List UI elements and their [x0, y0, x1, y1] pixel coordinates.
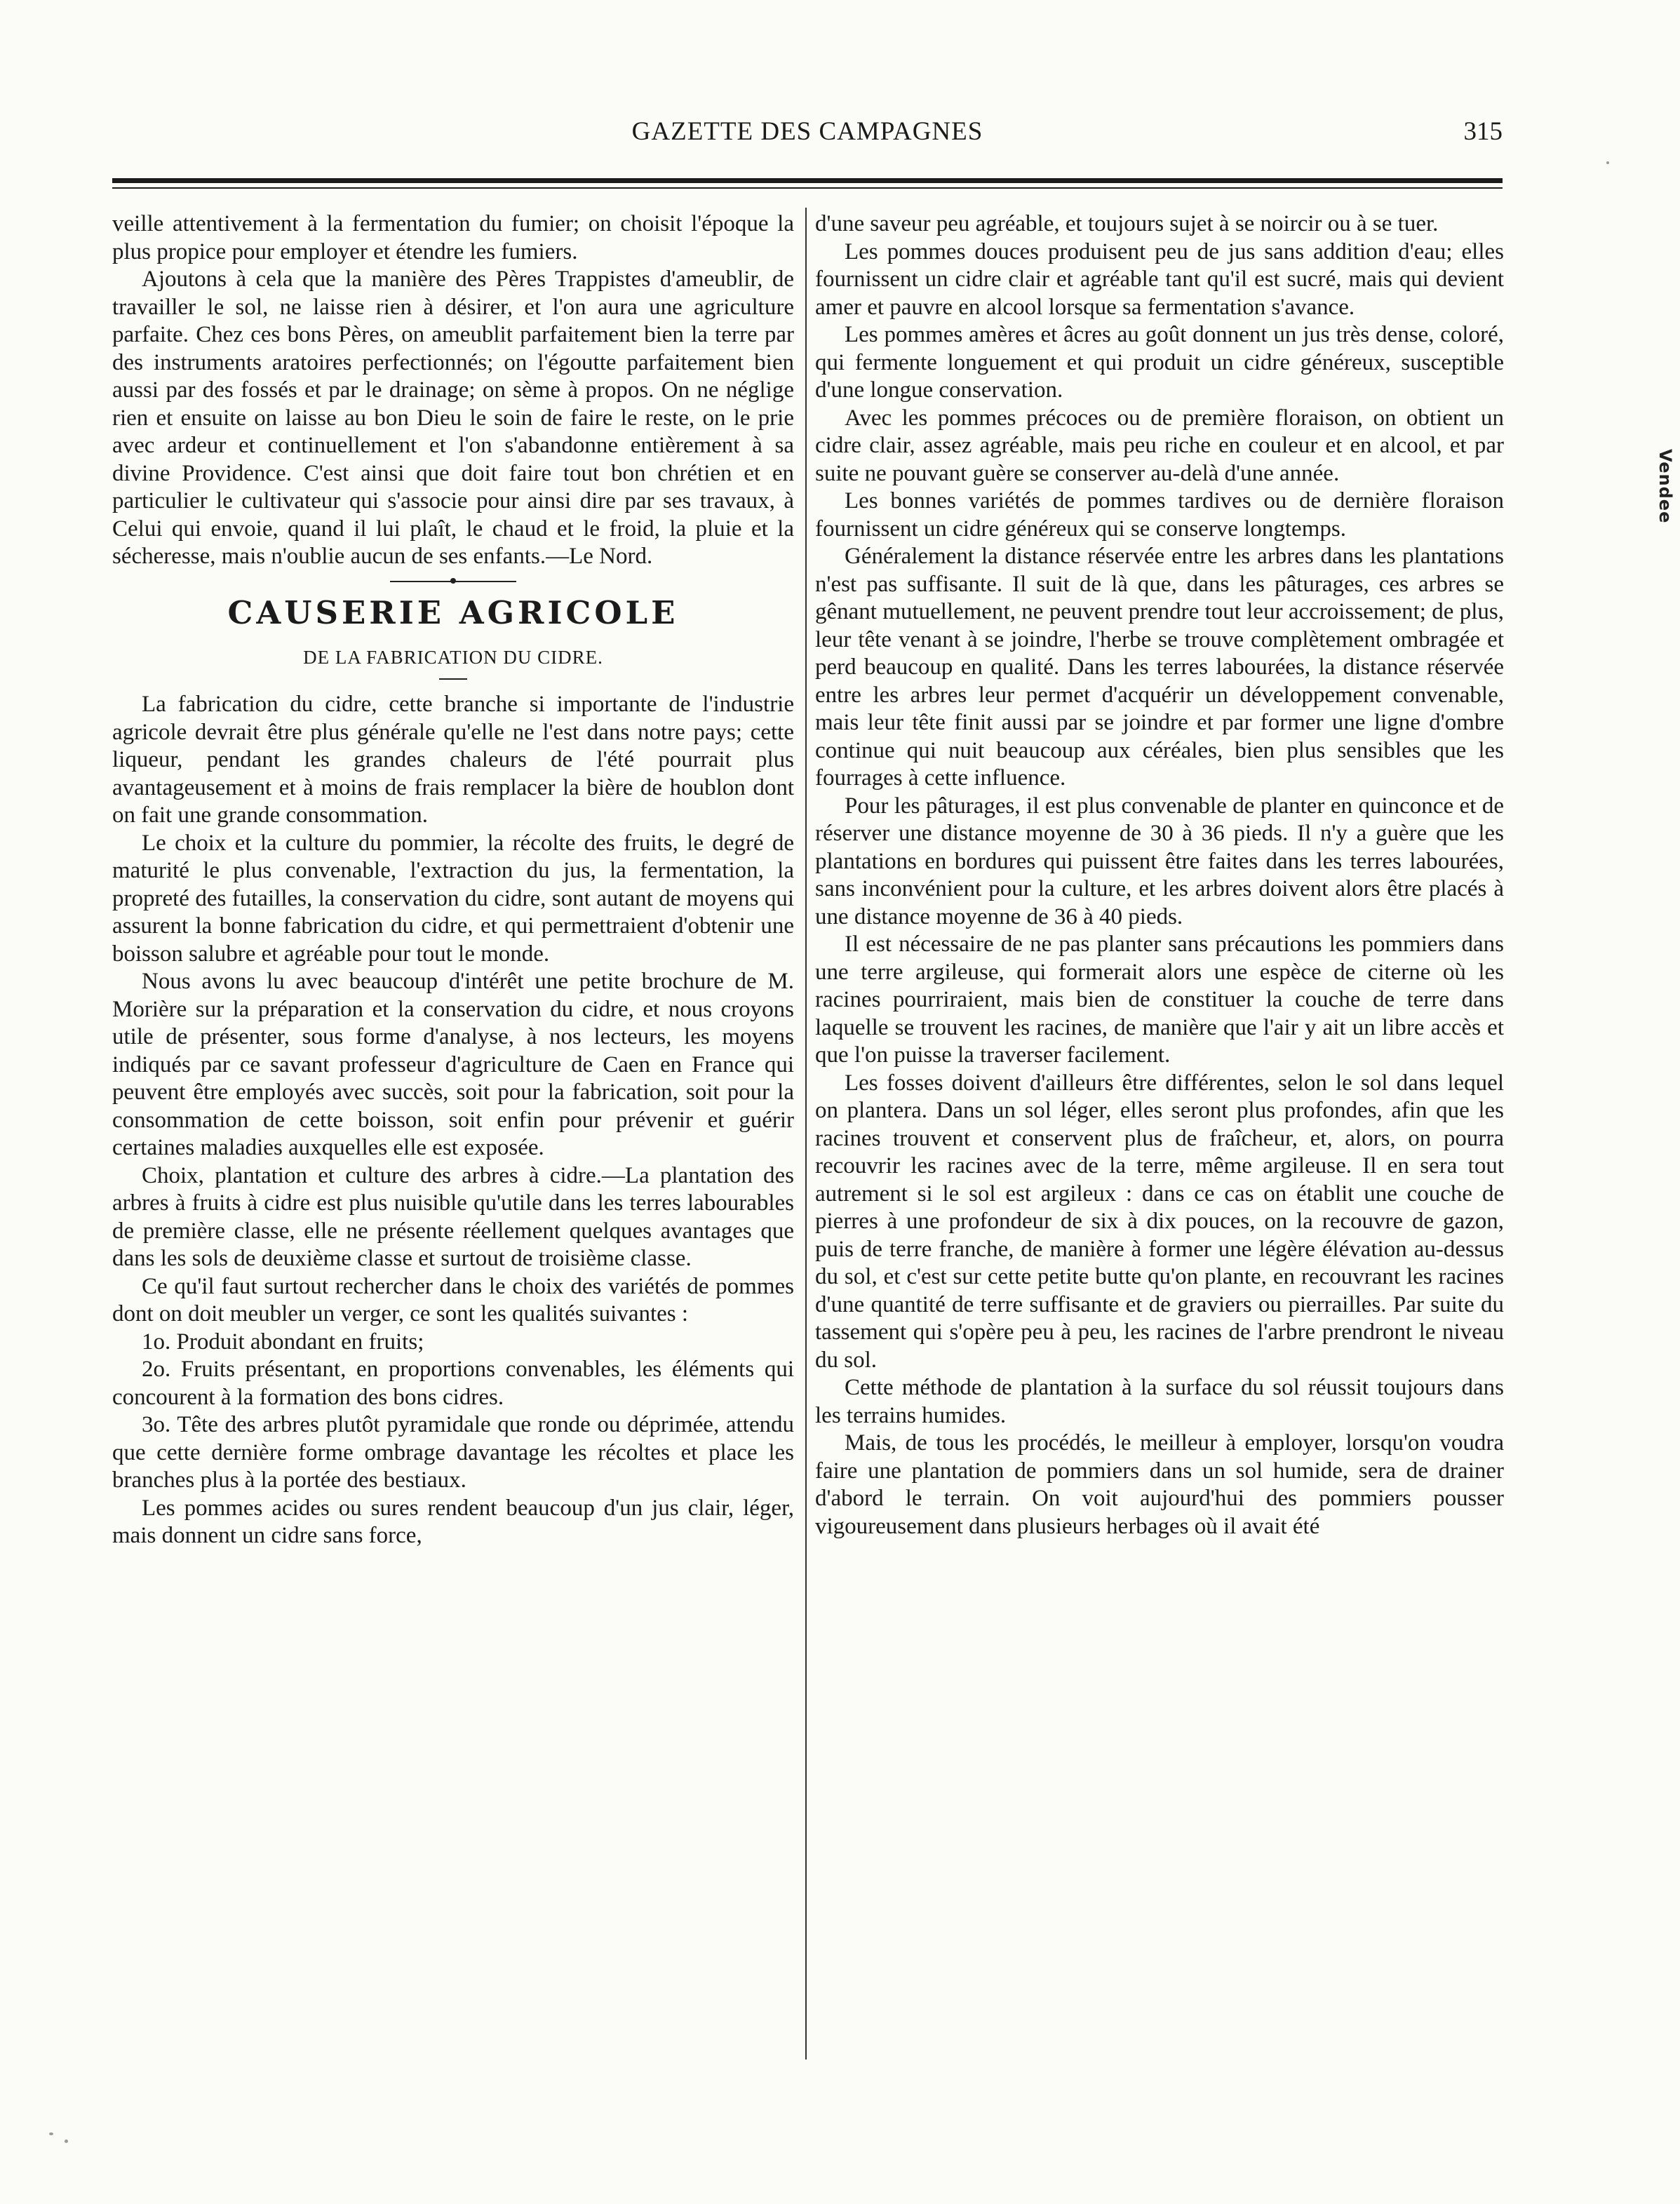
- scan-speck: [65, 2139, 68, 2143]
- section-title: CAUSERIE AGRICOLE: [227, 593, 679, 631]
- paragraph: Généralement la distance réservée entre les arbres dans les plantations n'est pas suffisante. Il suit de là que, dans les pâturages, ces arbres se gênant mutuellement, ne peuvent prendre tout leur accroissement; de plus, leur tête venant à se joindre, l'herbe se trouve complètement ombragée et perd beaucoup en qualité. Dans les terres labourées, la distance réservée entre les arbres leur permet d'acquérir un développement convenable, mais leur tête finit aussi par se joindre et par former une ligne d'ombre continue qui nuit beaucoup aux céréales, bien plus sensibles que les fourrages à cette influence.: [815, 544, 1504, 791]
- paragraph: Les bonnes variétés de pommes tardives ou de dernière floraison fournissent un cidre généreux qui se conserve longtemps.: [815, 488, 1504, 542]
- margin-stamp: Vendee: [1655, 449, 1675, 524]
- paragraph: veille attentivement à la fermentation du fumier; on choisit l'époque la plus propice pour employer et étendre les fumiers.: [112, 211, 794, 264]
- header-rule-thick: [112, 178, 1503, 183]
- scan-speck: [49, 2132, 53, 2135]
- paragraph: Mais, de tous les procédés, le meilleur à employer, lorsqu'on voudra faire une plantation de pommiers dans un sol humide, sera de drainer d'abord le terrain. On voit aujourd'hui des pommiers pousser vigoureusement dans plusieurs herbages où il avait été: [815, 1430, 1504, 1539]
- list-item: 2o. Fruits présentant, en proportions convenables, les éléments qui concourent à la formation des bons cidres.: [112, 1357, 794, 1410]
- paragraph: Ajoutons à cela que la manière des Pères Trappistes d'ameublir, de travailler le sol, ne laisse rien à désirer, et l'on aura une agriculture parfaite. Chez ces bons Pères, on ameublit parfaitement bien la terre par des instruments aratoires perfectionnés; on l'égoutte parfaitement bien aussi par des fossés et par le drainage; on sème à propos. On ne néglige rien et ensuite on laisse au bon Dieu le soin de faire le reste, on le prie avec ardeur et continuellement et l'on s'abandonne entièrement à sa divine Providence. C'est ainsi que doit faire tout bon chrétien et en particulier le cultivateur qui s'associe pour ainsi dire par ses travaux, à Celui qui envoie, quand il lui plaît, le chaud et le froid, la pluie et la sécheresse, mais n'oublie aucun de ses enfants.—Le Nord.: [112, 267, 794, 569]
- section-separator: [390, 581, 516, 582]
- paragraph: La fabrication du cidre, cette branche si importante de l'industrie agricole devrait être plus générale qu'elle ne l'est dans notre pays; cette liqueur, pendant les grandes chaleurs de l'été pourrait plus avantageusement et à moins de frais remplacer la bière de houblon dont on fait une grande consommation.: [112, 692, 794, 828]
- right-column: [815, 210, 1504, 1540]
- paragraph: Les pommes douces produisent peu de jus sans addition d'eau; elles fournissent un cidre clair et agréable tant qu'il est sucré, mais qui devient amer et pauvre en alcool lorsque sa fermentation s'avance.: [815, 238, 1504, 320]
- scan-speck: [1606, 161, 1609, 164]
- list-item: 3o. Tête des arbres plutôt pyramidale que ronde ou déprimée, attendu que cette dernière forme ombrage davantage les récoltes et place les branches plus à la portée des bestiaux.: [112, 1412, 794, 1493]
- left-column: [112, 210, 794, 1550]
- paragraph: Le choix et la culture du pommier, la récolte des fruits, le degré de maturité le plus convenable, l'extraction du jus, la fermentation, la propreté des futailles, la conservation du cidre, sont autant de moyens qui assurent la bonne fabrication du cidre, et qui permettraient d'obtenir une boisson salubre et agréable pour tout le monde.: [112, 830, 794, 967]
- paragraph: Avec les pommes précoces ou de première floraison, on obtient un cidre clair, assez agréable, mais peu riche en couleur et en alcool, et par suite ne pouvant guère se conserver au-delà d'une année.: [815, 405, 1504, 486]
- header-rule-thin: [112, 187, 1503, 189]
- section-subtitle: DE LA FABRICATION DU CIDRE.: [303, 646, 603, 668]
- running-title: GAZETTE DES CAMPAGNES: [631, 117, 983, 146]
- paragraph: Nous avons lu avec beaucoup d'intérêt une petite brochure de M. Morière sur la préparation et la conservation du cidre, et nous croyons utile de présenter, sous forme d'analyse, à nos lecteurs, les moyens indiqués par ce savant professeur d'agriculture de Caen en France qui peuvent être employés avec succès, soit pour la fabrication, soit pour la consommation de cette boisson, soit enfin pour prévenir et guérir certaines maladies auxquelles elle est exposée.: [112, 969, 794, 1160]
- paragraph: Les pommes acides ou sures rendent beaucoup d'un jus clair, léger, mais donnent un cidre sans force,: [112, 1495, 794, 1548]
- column-divider: [805, 208, 807, 2059]
- paragraph: Choix, plantation et culture des arbres à cidre.—La plantation des arbres à fruits à cidre est plus nuisible qu'utile dans les terres labourables de première classe, elle ne présente réellement quelques avantages que dans les sols de deuxième classe et surtout de troisième classe.: [112, 1162, 794, 1271]
- subtitle-rule: [439, 678, 467, 680]
- page-number: 315: [1463, 117, 1503, 146]
- paragraph: Ce qu'il faut surtout rechercher dans le choix des variétés de pommes dont on doit meubler un verger, ce sont les qualités suivantes :: [112, 1273, 794, 1326]
- paragraph: d'une saveur peu agréable, et toujours sujet à se noircir ou à se tuer.: [815, 211, 1439, 236]
- page-header: [112, 116, 1503, 159]
- paragraph: Il est nécessaire de ne pas planter sans précautions les pommiers dans une terre argileuse, qui formerait alors une espèce de citerne où les racines pourriraient, mais bien de constituer la couche de terre dans laquelle se trouvent les racines, de manière que l'air y ait un libre accès et que l'on puisse la traverser facilement.: [815, 932, 1504, 1068]
- paragraph: Cette méthode de plantation à la surface du sol réussit toujours dans les terrains humides.: [815, 1375, 1504, 1428]
- paragraph: Les fosses doivent d'ailleurs être différentes, selon le sol dans lequel on plantera. Dans un sol léger, elles seront plus profondes, afin que les racines trouvent et conservent plus de fraîcheur, et, alors, on pourra recouvrir les racines avec de la terre, même argileuse. Il en sera tout autrement si le sol est argileux : dans ce cas on établit une couche de pierres à une profondeur de six à dix pouces, on la recouvre de gazon, puis de terre franche, de manière à former une légère élévation au-dessus du sol, et c'est sur cette petite butte qu'on plante, en recouvrant les racines d'une quantité de terre suffisante et de graviers ou pierrailles. Par suite du tassement qui s'opère peu à peu, les racines de l'arbre prendront le niveau du sol.: [815, 1070, 1504, 1373]
- list-item: 1o. Produit abondant en fruits;: [142, 1329, 424, 1355]
- paragraph: Pour les pâturages, il est plus convenable de planter en quinconce et de réserver une distance moyenne de 30 à 36 pieds. Il n'y a guère que les plantations en bordures qui puissent être faites dans les terres labourées, sans inconvénient pour la culture, et les arbres doivent alors être placés à une distance moyenne de 36 à 40 pieds.: [815, 793, 1504, 929]
- paragraph: Les pommes amères et âcres au goût donnent un jus très dense, coloré, qui fermente longuement et qui produit un cidre généreux, susceptible d'une longue conservation.: [815, 322, 1504, 403]
